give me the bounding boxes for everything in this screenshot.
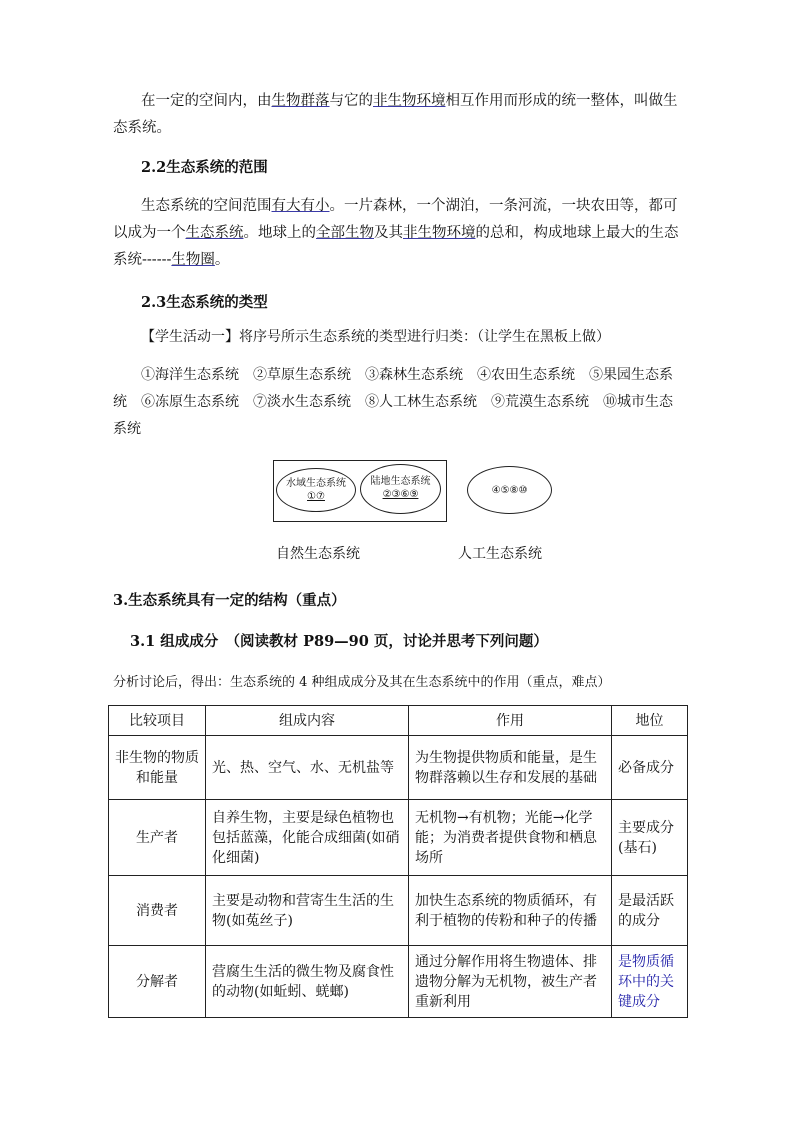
table-row: 分解者 营腐生生活的微生物及腐食性的动物(如蚯蚓、蜣螂) 通过分解作用将生物遗体、排遗物分解为无机物，被生产者重新利用 是物质循环中的关键成分 [109,946,688,1018]
header-cell: 比较项目 [109,706,206,736]
table-row: 非生物的物质和能量 光、热、空气、水、无机盐等 为生物提供物质和能量，是生物群落赖以生存和发展的基础 必备成分 [109,736,688,800]
artificial-ecosystem-caption: 人工生态系统 [458,546,542,562]
blank-biocommunity: 生物群落 [271,93,330,109]
heading-2-2: 2.2生态系统的范围 [141,159,268,176]
natural-ecosystem-caption: 自然生态系统 [276,546,360,562]
water-ecosystem-ellipse: 水域生态系统 ①⑦ [276,468,356,512]
header-cell: 地位 [612,706,688,736]
ecosystem-type-list: ①海洋生态系统 ②草原生态系统 ③森林生态系统 ④农田生态系统 ⑤果园生态系统 ⑥冻原生态系统 ⑦淡水生态系统 ⑧人工林生态系统 ⑨荒漠生态系统 ⑩城市生态系统 [113,367,673,437]
definition-paragraph: 在一定的空间内，由生物群落与它的非生物环境相互作用而形成的统一整体，叫做生态系统。 [113,93,678,136]
header-cell: 组成内容 [206,706,409,736]
header-cell: 作用 [409,706,612,736]
summary-line: 分析讨论后，得出：生态系统的 4 种组成成分及其在生态系统中的作用（重点，难点） [113,675,611,690]
table-row: 生产者 自养生物，主要是绿色植物也包括蓝藻，化能合成细菌(如硝化细菌) 无机物→有机物；光能→化学能；为消费者提供食物和栖息场所 主要成分(基石) [109,800,688,876]
heading-2-3: 2.3生态系统的类型 [141,294,268,311]
components-table [108,705,688,1018]
blank-abiotic-env: 非生物环境 [373,93,446,109]
heading-3: 3.生态系统具有一定的结构（重点） [113,592,346,609]
student-activity: 【学生活动一】将序号所示生态系统的类型进行归类：（让学生在黑板上做） [141,329,610,345]
scope-paragraph: 生态系统的空间范围有大有小。一片森林，一个湖泊，一条河流，一块农田等，都可以成为一个生态系统。地球上的全部生物及其非生物环境的总和，构成地球上最大的生态系统------生物圈。 [113,198,679,268]
land-ecosystem-ellipse: 陆地生态系统 ②③⑥⑨ [360,464,441,514]
table-header-row [109,706,688,736]
heading-3-1: 3.1 组成成分 （阅读教材 P89—90 页，讨论并思考下列问题） [130,633,548,650]
artificial-ecosystem-ellipse: ④⑤⑧⑩ [467,466,552,514]
table-row: 消费者 主要是动物和营寄生生活的生物(如菟丝子) 加快生态系统的物质循环，有利于植物的传粉和种子的传播 是最活跃的成分 [109,876,688,946]
